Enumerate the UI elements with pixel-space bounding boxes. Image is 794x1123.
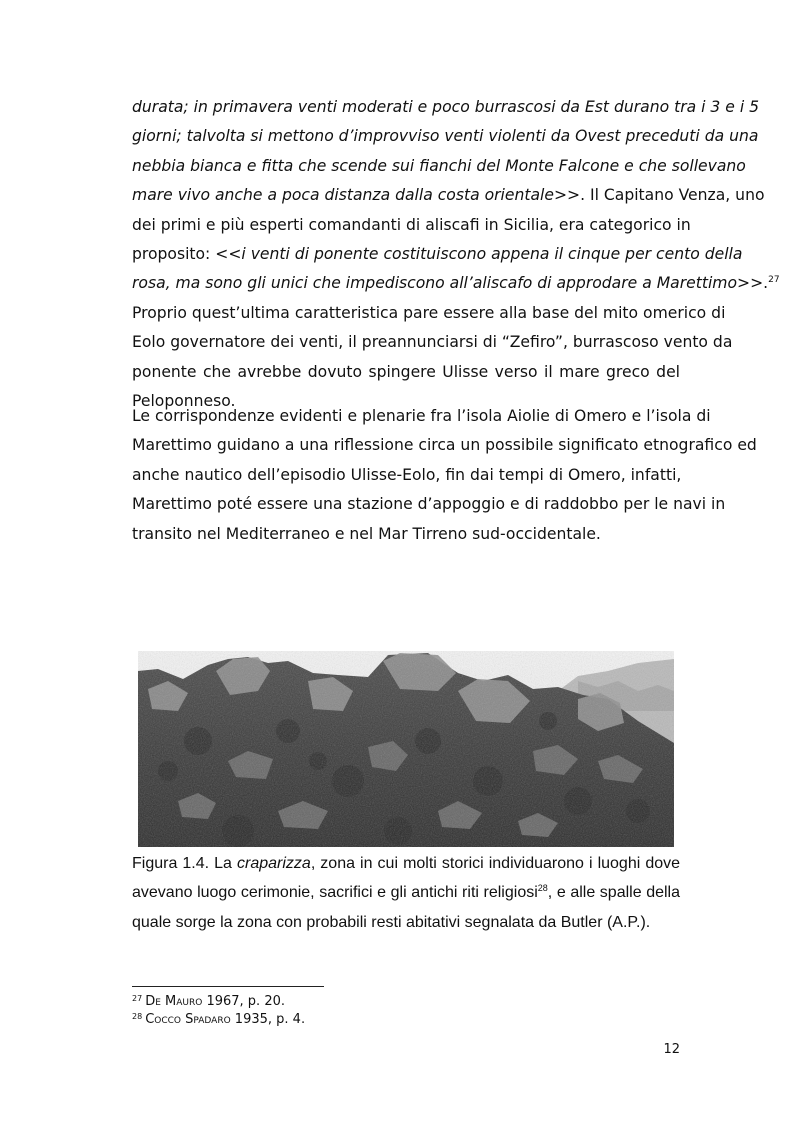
footnote-ref[interactable]: 28 <box>537 883 548 894</box>
main-paragraph-2 <box>132 402 757 549</box>
text-line <box>132 181 765 210</box>
text-line: Marettimo guidano a una riflessione circa un possibile significato etnografico ed <box>132 436 757 455</box>
text-run: , zona in cui molti storici individuarono i luoghi dove <box>310 855 681 872</box>
footnote-separator <box>132 986 324 987</box>
text-line <box>132 240 743 269</box>
quote-italic: rosa, ma sono gli unici che impediscono all’aliscafo di approdare a Marettimo <box>132 274 738 293</box>
footnote-number: 27 <box>132 994 143 1003</box>
page-number: 12 <box>663 1042 680 1057</box>
footnote-number: 28 <box>132 1012 143 1021</box>
figure-caption <box>132 849 680 937</box>
text-run: proposito: << <box>132 244 242 263</box>
text-line: nebbia bianca e fitta che scende sui fianchi del Monte Falcone e che sollevano <box>132 156 746 175</box>
text-line: anche nautico dell’episodio Ulisse-Eolo, fin dai tempi di Omero, infatti, <box>132 465 682 484</box>
footnote-item <box>132 993 305 1011</box>
hillside-illustration <box>138 651 674 847</box>
text-line: Le corrispondenze evidenti e plenarie fra l’isola Aiolie di Omero e l’isola di <box>132 407 711 425</box>
text-line: durata; in primavera venti moderati e poco burrascosi da Est durano tra i 3 e i 5 <box>132 98 760 116</box>
text-run: avevano luogo cerimonie, sacrifici e gli antichi riti religiosi <box>132 884 538 902</box>
text-run: >>. Il Capitano Venza, uno <box>553 186 765 205</box>
footnote-author: De Mauro <box>145 994 203 1009</box>
footnote-citation: 1935, p. 4. <box>230 1012 306 1027</box>
text-line: transito nel Mediterraneo e nel Mar Tirreno sud-occidentale. <box>132 524 601 543</box>
quote-italic: mare vivo anche a poca distanza dalla costa orientale <box>132 186 554 205</box>
caption-line: quale sorge la zona con probabili resti abitativi segnalata da Butler (A.P.). <box>132 913 651 931</box>
text-line: Marettimo poté essere una stazione d’appoggio e di raddobbo per le navi in <box>132 495 726 514</box>
caption-line <box>132 878 680 907</box>
footnote-item <box>132 1011 305 1029</box>
figure-photo-rocky-hillside <box>138 651 674 847</box>
caption-line <box>132 849 680 878</box>
footnote-citation: 1967, p. 20. <box>202 994 285 1009</box>
text-line: giorni; talvolta si mettono d’improvviso venti violenti da Ovest preceduti da una <box>132 127 759 146</box>
text-run: Figura 1.4. La <box>132 855 237 872</box>
caption-italic: craparizza <box>237 855 311 872</box>
text-line: ponente che avrebbe dovuto spingere Ulisse verso il mare greco del <box>132 362 680 381</box>
footnotes <box>132 993 305 1029</box>
text-line: Eolo governatore dei venti, il preannunciarsi di “Zefiro”, burrascoso vento da <box>132 333 733 352</box>
quote-italic: i venti di ponente costituiscono appena il cinque per cento della <box>241 244 743 263</box>
text-line: Proprio quest’ultima caratteristica pare essere alla base del mito omerico di <box>132 303 726 322</box>
text-line: Peloponneso. <box>132 391 236 410</box>
text-run: , e alle spalle della <box>547 884 681 902</box>
text-run: >>. <box>737 274 769 293</box>
footnote-ref[interactable]: 27 <box>768 275 780 286</box>
footnote-author: Cocco Spadaro <box>145 1012 231 1027</box>
text-line: dei primi e più esperti comandanti di aliscafi in Sicilia, era categorico in <box>132 215 691 234</box>
text-line <box>132 269 780 298</box>
